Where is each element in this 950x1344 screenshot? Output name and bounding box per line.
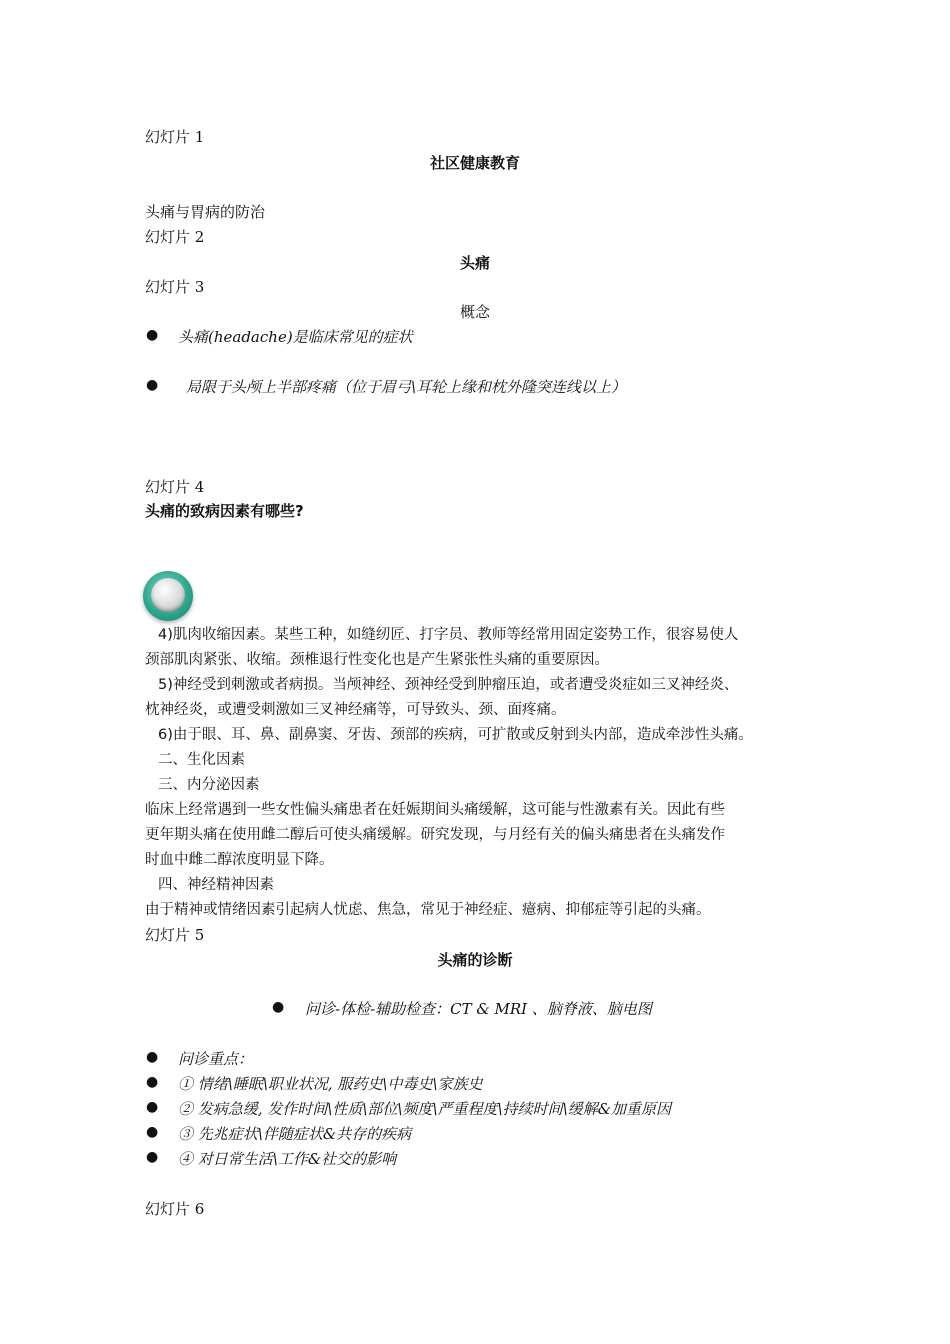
list-item: 头痛(headache)是临床常见的症状 bbox=[178, 328, 413, 346]
body-line: 由于精神或情绪因素引起病人忧虑、焦急，常见于神经症、癔病、抑郁症等引起的头痛。 bbox=[145, 902, 711, 918]
slide-6-label: 幻灯片 6 bbox=[145, 1200, 205, 1218]
bullet-icon: ● bbox=[146, 1149, 159, 1165]
slide-2-title: 头痛 bbox=[459, 254, 490, 272]
section-heading: 二、生化因素 bbox=[158, 752, 245, 768]
slide-5-label: 幻灯片 5 bbox=[145, 926, 205, 944]
list-item: ④ 对日常生活\工作&社交的影响 bbox=[178, 1150, 397, 1168]
bullet-icon: ● bbox=[146, 377, 159, 393]
list-item: ② 发病急缓, 发作时间\性质\部位\频度\严重程度\持续时间\缓解&加重原因 bbox=[178, 1100, 671, 1118]
list-item: ③ 先兆症状\伴随症状&共存的疾病 bbox=[178, 1125, 412, 1143]
bullet-icon: ● bbox=[146, 1074, 159, 1090]
bullet-icon: ● bbox=[146, 327, 159, 343]
body-line: 4)肌肉收缩因素。某些工种，如缝纫匠、打字员、教师等经常用固定姿势工作，很容易使人 bbox=[158, 627, 739, 643]
list-item: 问诊-体检-辅助检查：CT & MRI 、脑脊液、脑电图 bbox=[305, 1000, 652, 1018]
body-line: 5)神经受到刺激或者病损。当颅神经、颈神经受到肿瘤压迫，或者遭受炎症如三叉神经炎、 bbox=[158, 677, 739, 693]
body-line: 临床上经常遇到一些女性偏头痛患者在妊娠期间头痛缓解，这可能与性激素有关。因此有些 bbox=[145, 802, 725, 818]
bullet-icon: ● bbox=[146, 1099, 159, 1115]
slide-5-title: 头痛的诊断 bbox=[437, 951, 513, 969]
slide-1-title: 社区健康教育 bbox=[429, 154, 520, 172]
slide-1-label: 幻灯片 1 bbox=[145, 128, 205, 146]
section-heading: 四、神经精神因素 bbox=[158, 877, 274, 893]
slide-3-label: 幻灯片 3 bbox=[145, 278, 205, 296]
slide-2-label: 幻灯片 2 bbox=[145, 228, 205, 246]
bullet-icon: ● bbox=[146, 1049, 159, 1065]
button-orb-icon bbox=[143, 571, 193, 621]
body-line: 时血中雌二醇浓度明显下降。 bbox=[145, 852, 334, 868]
list-item: 局限于头颅上半部疼痛（位于眉弓\耳轮上缘和枕外隆突连线以上） bbox=[186, 378, 627, 396]
slide-4-question: 头痛的致病因素有哪些? bbox=[145, 502, 304, 520]
bullet-icon: ● bbox=[146, 1124, 159, 1140]
body-line: 颈部肌肉紧张、收缩。颈椎退行性变化也是产生紧张性头痛的重要原因。 bbox=[145, 652, 609, 668]
slide-4-label: 幻灯片 4 bbox=[145, 478, 205, 496]
slide-1-subtitle: 头痛与胃病的防治 bbox=[145, 203, 266, 221]
list-item: 问诊重点： bbox=[178, 1050, 254, 1068]
body-line: 更年期头痛在使用雌二醇后可使头痛缓解。研究发现，与月经有关的偏头痛患者在头痛发作 bbox=[145, 827, 725, 843]
bullet-icon: ● bbox=[272, 999, 285, 1015]
slide-3-heading: 概念 bbox=[459, 303, 490, 321]
section-heading: 三、内分泌因素 bbox=[158, 777, 260, 793]
body-line: 6)由于眼、耳、鼻、副鼻窦、牙齿、颈部的疾病，可扩散或反射到头内部，造成牵涉性头痛。 bbox=[158, 727, 753, 743]
body-line: 枕神经炎，或遭受刺激如三叉神经痛等，可导致头、颈、面疼痛。 bbox=[145, 702, 566, 718]
list-item: ① 情绪\睡眠\职业状况, 服药史\中毒史\家族史 bbox=[178, 1075, 483, 1093]
